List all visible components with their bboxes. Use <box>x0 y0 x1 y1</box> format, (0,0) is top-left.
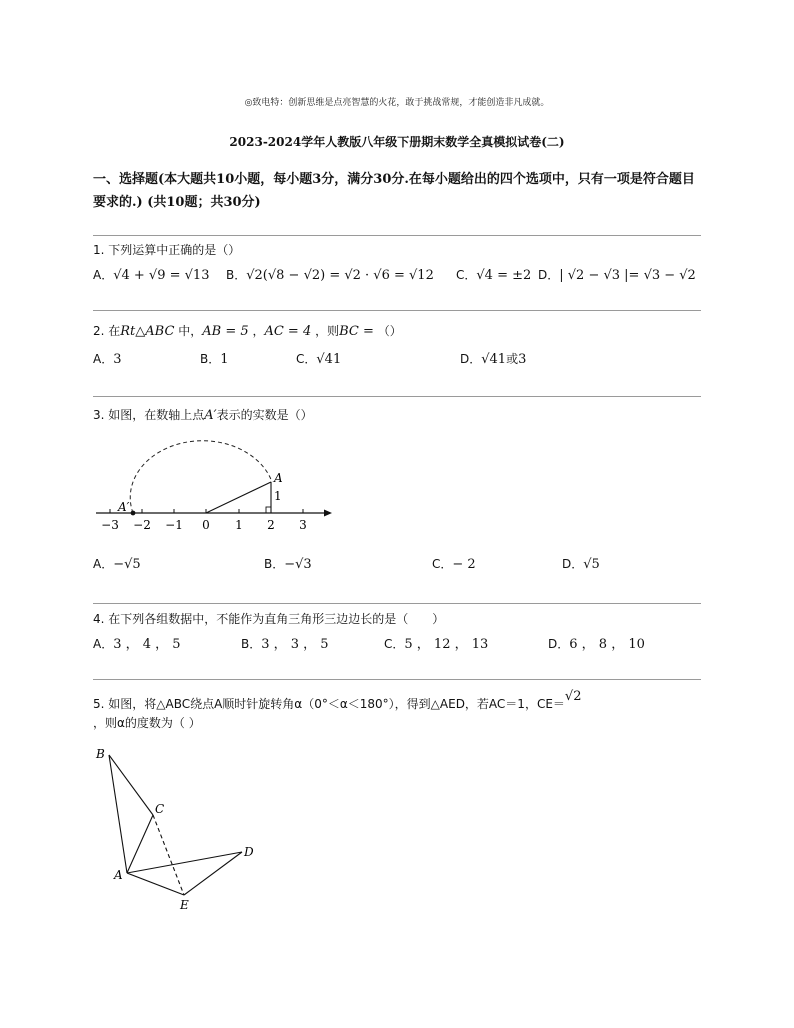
segment-ca <box>127 815 153 873</box>
q4-option-b-letter: B． <box>241 637 262 651</box>
q2-option-b[interactable] <box>200 350 229 367</box>
q4-option-d-letter: D． <box>548 637 570 651</box>
q3-stem <box>93 406 313 423</box>
q3-option-c-letter: C． <box>432 557 453 571</box>
q1-stem: 1. 下列运算中正确的是（） <box>93 243 241 257</box>
q1-option-c[interactable] <box>456 266 531 283</box>
label-b: B <box>96 747 105 761</box>
section-heading: 一、选择题(本大题共10小题，每小题3分，满分30分.在每小题给出的四个选项中，只有一项是符合题目要求的.) (共10题；共30分) <box>93 172 695 210</box>
q5-stem-line-2: ，则α的度数为（ ） <box>93 716 201 730</box>
axis-arrow-icon <box>324 510 332 517</box>
q2-option-a[interactable] <box>93 350 122 367</box>
q5-stem-line-1 <box>93 689 582 712</box>
q2-stem-text-4: ，则 <box>315 324 340 338</box>
q3-option-d-math: √5 <box>583 557 600 572</box>
segment-ae <box>127 873 184 895</box>
q2-option-d-suffix: 或 <box>506 352 519 366</box>
q2-stem-text-1: 2. 在 <box>93 324 121 338</box>
q2-option-d-math: √41 <box>481 352 507 367</box>
label-a: A <box>114 868 123 882</box>
label-height: 1 <box>274 489 282 503</box>
q4-option-d-math: 6 ， 8 ， 10 <box>569 637 645 652</box>
q2-option-c-math: √41 <box>316 352 342 367</box>
q2-option-c-letter: C． <box>296 352 317 366</box>
tick-label: 3 <box>299 518 307 532</box>
label-c: C <box>155 802 165 816</box>
q4-option-d[interactable] <box>548 633 645 652</box>
q3-stem-math: A′ <box>204 408 217 423</box>
right-angle-mark <box>266 507 271 513</box>
q2-option-c[interactable] <box>296 350 341 367</box>
q1-option-d[interactable] <box>538 266 696 283</box>
q2-option-d[interactable] <box>460 350 526 367</box>
q2-stem-math-1: Rt△ABC <box>120 324 175 339</box>
q2-option-b-letter: B． <box>200 352 221 366</box>
hypotenuse-line <box>206 482 271 513</box>
label-d: D <box>244 845 254 859</box>
header-motto: ◎致电特：创新思维是点亮智慧的火花，敢于挑战常规，才能创造非凡成就。 <box>244 98 550 108</box>
q3-option-a-math: −√5 <box>113 557 141 572</box>
q3-stem-text-2: 表示的实数是（） <box>216 408 313 422</box>
q2-stem <box>93 322 402 339</box>
q1-option-b[interactable] <box>226 266 434 283</box>
q2-option-a-math: 3 <box>113 352 122 367</box>
q3-option-a-letter: A． <box>93 557 114 571</box>
q4-option-b-math: 3 ， 3 ， 5 <box>261 637 329 652</box>
divider-q4 <box>93 603 701 604</box>
q4-stem: 4. 在下列各组数据中，不能作为直角三角形三边边长的是（ ） <box>93 612 445 626</box>
q3-option-d[interactable] <box>562 555 600 572</box>
point-a-prime-dot <box>131 511 136 516</box>
segment-ba <box>109 755 127 873</box>
tick-label: 0 <box>202 518 210 532</box>
q1-option-c-math: √4 = ±2 <box>476 268 532 283</box>
divider-q3 <box>93 396 701 397</box>
q4-option-c-letter: C． <box>384 637 405 651</box>
label-a: A <box>274 471 283 485</box>
tick-label: −3 <box>101 518 119 532</box>
q4-option-c[interactable] <box>384 633 488 652</box>
segment-ed <box>184 852 242 895</box>
tick-label: 1 <box>235 518 243 532</box>
q1-option-a-letter: A． <box>93 268 114 282</box>
q5-stem-text: 5. 如图，将△ABC绕点A顺时针旋转角α（0°＜α＜180°），得到△AED，若AC＝1，CE＝ <box>93 697 565 711</box>
q1-option-b-letter: B． <box>226 268 247 282</box>
q4-option-a[interactable] <box>93 633 181 652</box>
q3-option-b[interactable] <box>264 555 312 572</box>
q2-option-a-letter: A． <box>93 352 114 366</box>
q3-option-c[interactable] <box>432 555 476 572</box>
q2-option-b-math: 1 <box>220 352 229 367</box>
segment-bc <box>109 755 153 815</box>
q2-stem-math-3: AC = 4 <box>264 324 312 339</box>
rotation-figure <box>88 742 268 914</box>
q5-stem-sqrt: √2 <box>564 689 582 704</box>
label-e: E <box>180 898 189 912</box>
number-line-figure <box>92 438 342 536</box>
q1-option-c-letter: C． <box>456 268 477 282</box>
segment-ce-dashed <box>153 815 184 895</box>
q3-stem-text-1: 3. 如图，在数轴上点 <box>93 408 205 422</box>
dashed-arc <box>130 441 272 513</box>
q4-option-a-letter: A． <box>93 637 114 651</box>
q1-option-a[interactable] <box>93 266 209 283</box>
segment-ad <box>127 852 242 873</box>
q2-stem-math-2: AB = 5 <box>202 324 249 339</box>
divider-q5 <box>93 679 701 680</box>
label-a-prime: A′ <box>118 500 130 514</box>
exam-title: 2023-2024学年人教版八年级下册期末数学全真模拟试卷(二) <box>229 135 565 149</box>
axis-tick-labels <box>101 518 307 532</box>
q1-option-d-letter: D． <box>538 268 560 282</box>
q2-option-d-letter: D． <box>460 352 482 366</box>
q2-stem-text-3: ， <box>252 324 265 338</box>
q3-option-c-math: − 2 <box>452 557 476 572</box>
q1-option-a-math: √4 + √9 = √13 <box>113 268 210 283</box>
q1-option-d-math: | √2 − √3 |= √3 − √2 <box>559 268 696 283</box>
q4-option-a-math: 3 ， 4 ， 5 <box>113 637 181 652</box>
q1-option-b-math: √2(√8 − √2) = √2 · √6 = √12 <box>246 268 434 283</box>
q2-stem-text-5: （） <box>377 324 402 338</box>
q2-option-d-math-2: 3 <box>518 352 527 367</box>
q2-stem-text-2: 中， <box>178 324 203 338</box>
q4-option-b[interactable] <box>241 633 329 652</box>
tick-label: −2 <box>133 518 151 532</box>
q3-option-b-letter: B． <box>264 557 285 571</box>
q2-stem-math-4: BC = <box>339 324 374 339</box>
q3-option-a[interactable] <box>93 555 141 572</box>
tick-label: −1 <box>165 518 183 532</box>
divider-q2 <box>93 310 701 311</box>
divider-q1 <box>93 235 701 236</box>
q3-option-b-math: −√3 <box>284 557 312 572</box>
tick-label: 2 <box>267 518 275 532</box>
q4-option-c-math: 5 ， 12 ， 13 <box>404 637 489 652</box>
q3-option-d-letter: D． <box>562 557 584 571</box>
